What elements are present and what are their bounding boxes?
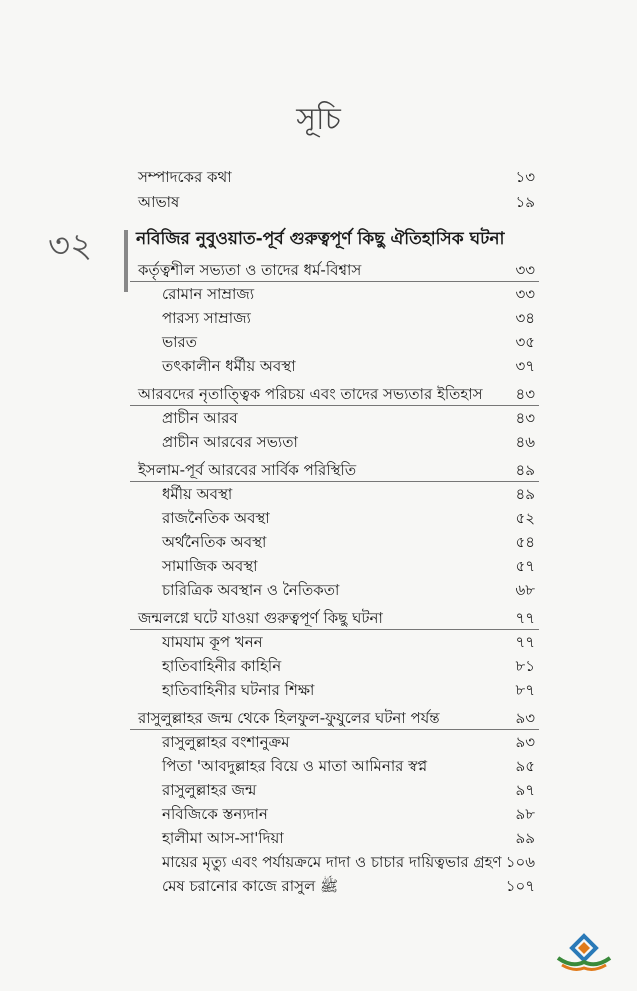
toc-entry bbox=[0, 630, 637, 654]
toc-entry bbox=[0, 826, 637, 850]
toc-entry bbox=[0, 606, 637, 630]
toc-entry bbox=[0, 482, 637, 506]
toc-entry bbox=[0, 258, 637, 282]
toc-entry-title: পিতা 'আবদুল্লাহর বিয়ে ও মাতা আমিনার স্বপ্ন bbox=[162, 757, 428, 775]
toc-entry-page: ৯৯ bbox=[515, 829, 535, 847]
toc-entry bbox=[0, 282, 637, 306]
toc-entry-title: অর্থনৈতিক অবস্থা bbox=[162, 533, 267, 551]
toc-entry bbox=[0, 706, 637, 730]
toc-entry-title: পারস্য সাম্রাজ্য bbox=[162, 309, 251, 327]
toc-entry-page: ১০৬ bbox=[505, 853, 535, 871]
toc-entry-title: চারিত্রিক অবস্থান ও নৈতিকতা bbox=[162, 581, 340, 599]
toc-entry-title: তৎকালীন ধর্মীয় অবস্থা bbox=[162, 357, 296, 375]
toc-entry-title: রাসুলুল্লাহর বংশানুক্রম bbox=[162, 733, 290, 751]
chapter-heading bbox=[0, 227, 637, 251]
toc-entry-page: ৩৪ bbox=[515, 309, 535, 327]
toc-entry-title: ইসলাম-পূর্ব আরবের সার্বিক পরিস্থিতি bbox=[138, 461, 357, 479]
toc-entry-page: ৪৩ bbox=[515, 385, 535, 403]
toc-entry-page: ৯৩ bbox=[515, 733, 535, 751]
toc-entry bbox=[0, 678, 637, 702]
toc-entry-title: যামযাম কূপ খনন bbox=[162, 633, 263, 651]
page-title: সূচি bbox=[296, 102, 341, 137]
toc-entry-title: সামাজিক অবস্থা bbox=[162, 557, 258, 575]
toc-entry bbox=[0, 654, 637, 678]
toc-entry bbox=[0, 165, 637, 189]
toc-entry-title: হালীমা আস-সা'দিয়া bbox=[162, 829, 284, 847]
toc-entry-page: ১৩ bbox=[515, 168, 535, 186]
toc-entry-title: ধর্মীয় অবস্থা bbox=[162, 485, 233, 503]
toc-entry-title: হাতিবাহিনীর ঘটনার শিক্ষা bbox=[162, 681, 315, 699]
toc-entry bbox=[0, 874, 637, 898]
toc-entry-title: প্রাচীন আরব bbox=[162, 409, 238, 427]
toc-entry-page: ৯৭ bbox=[515, 781, 535, 799]
toc-entry-title: সম্পাদকের কথা bbox=[138, 168, 232, 186]
toc-entry bbox=[0, 406, 637, 430]
toc-entry-page: ৪৯ bbox=[515, 485, 535, 503]
toc-entry bbox=[0, 330, 637, 354]
toc-entry-page: ৬৮ bbox=[515, 581, 535, 599]
toc-entry-page: ৯৩ bbox=[515, 709, 535, 727]
toc-entry-title: নবিজির নুবুওয়াত-পূর্ব গুরুত্বপূর্ণ কিছু ঐতিহাসিক ঘটনা bbox=[136, 229, 505, 249]
toc-entry bbox=[0, 458, 637, 482]
toc-entry-page: ৪৩ bbox=[515, 409, 535, 427]
toc-entry-page: ৩৩ bbox=[515, 261, 535, 279]
toc-entry-title: রোমান সাম্রাজ্য bbox=[162, 285, 255, 303]
toc-entry bbox=[0, 430, 637, 454]
toc-entry-page: ৩৭ bbox=[515, 357, 535, 375]
toc-entry-page: ৩৩ bbox=[515, 285, 535, 303]
toc-entry-page: ৫৭ bbox=[515, 557, 535, 575]
toc-entry-page: ৮১ bbox=[515, 657, 535, 675]
toc-entry-page: ৫২ bbox=[515, 509, 535, 527]
toc-entry-title: মেষ চরানোর কাজে রাসুল ﷺ bbox=[162, 877, 339, 895]
toc-entry-title: হাতিবাহিনীর কাহিনি bbox=[162, 657, 282, 675]
toc-entry bbox=[0, 530, 637, 554]
toc-entry bbox=[0, 554, 637, 578]
toc-entry-page: ১৯ bbox=[515, 193, 535, 211]
toc-entry-title: রাজনৈতিক অবস্থা bbox=[162, 509, 270, 527]
toc-entry-page: ৪৯ bbox=[515, 461, 535, 479]
toc-entry bbox=[0, 778, 637, 802]
toc-entry-page: ৯৫ bbox=[515, 757, 535, 775]
toc-entry-page: ১০৭ bbox=[505, 877, 535, 895]
toc-entry bbox=[0, 578, 637, 602]
toc-entry bbox=[0, 730, 637, 754]
toc-entry-page: ৩৫ bbox=[515, 333, 535, 351]
toc-entry-page: ৮৭ bbox=[515, 681, 535, 699]
toc-entry-title: আভাষ bbox=[138, 193, 180, 211]
toc-entry-title: জন্মলগ্নে ঘটে যাওয়া গুরুত্বপূর্ণ কিছু ঘটনা bbox=[138, 609, 383, 627]
toc-entry-title: ভারত bbox=[162, 333, 198, 351]
toc-entry bbox=[0, 306, 637, 330]
toc-entry bbox=[0, 354, 637, 378]
toc-entry-title: কর্তৃত্বশীল সভ্যতা ও তাদের ধর্ম-বিশ্বাস bbox=[138, 261, 362, 279]
toc-entry bbox=[0, 802, 637, 826]
toc-entry bbox=[0, 754, 637, 778]
toc-entry bbox=[0, 506, 637, 530]
toc-entry-title: নবিজিকে স্তন্যদান bbox=[162, 805, 268, 823]
publisher-logo-icon bbox=[552, 932, 616, 972]
toc-entry bbox=[0, 850, 637, 874]
toc-entry-page: ৯৮ bbox=[515, 805, 535, 823]
toc-entry bbox=[0, 382, 637, 406]
toc-entry-page: ৭৭ bbox=[515, 633, 535, 651]
toc-entry-page: ৪৬ bbox=[515, 433, 535, 451]
toc-entry bbox=[0, 190, 637, 214]
chapter-number: ৩২ bbox=[48, 226, 93, 266]
toc-entry-title: মায়ের মৃত্যু এবং পর্যায়ক্রমে দাদা ও চাচার দায়িত্বভার গ্রহণ bbox=[162, 853, 502, 871]
toc-entry-page: ৫৪ bbox=[515, 533, 535, 551]
toc-entry-title: রাসুলুল্লাহর জন্ম থেকে হিলফুল-ফুযুলের ঘটনা পর্যন্ত bbox=[138, 709, 440, 727]
toc-entry-title: আরবদের নৃতাত্ত্বিক পরিচয় এবং তাদের সভ্যতার ইতিহাস bbox=[138, 385, 483, 403]
toc-entry-title: প্রাচীন আরবের সভ্যতা bbox=[162, 433, 298, 451]
toc-entry-page: ৭৭ bbox=[515, 609, 535, 627]
toc-entry-title: রাসুলুল্লাহর জন্ম bbox=[162, 781, 257, 799]
